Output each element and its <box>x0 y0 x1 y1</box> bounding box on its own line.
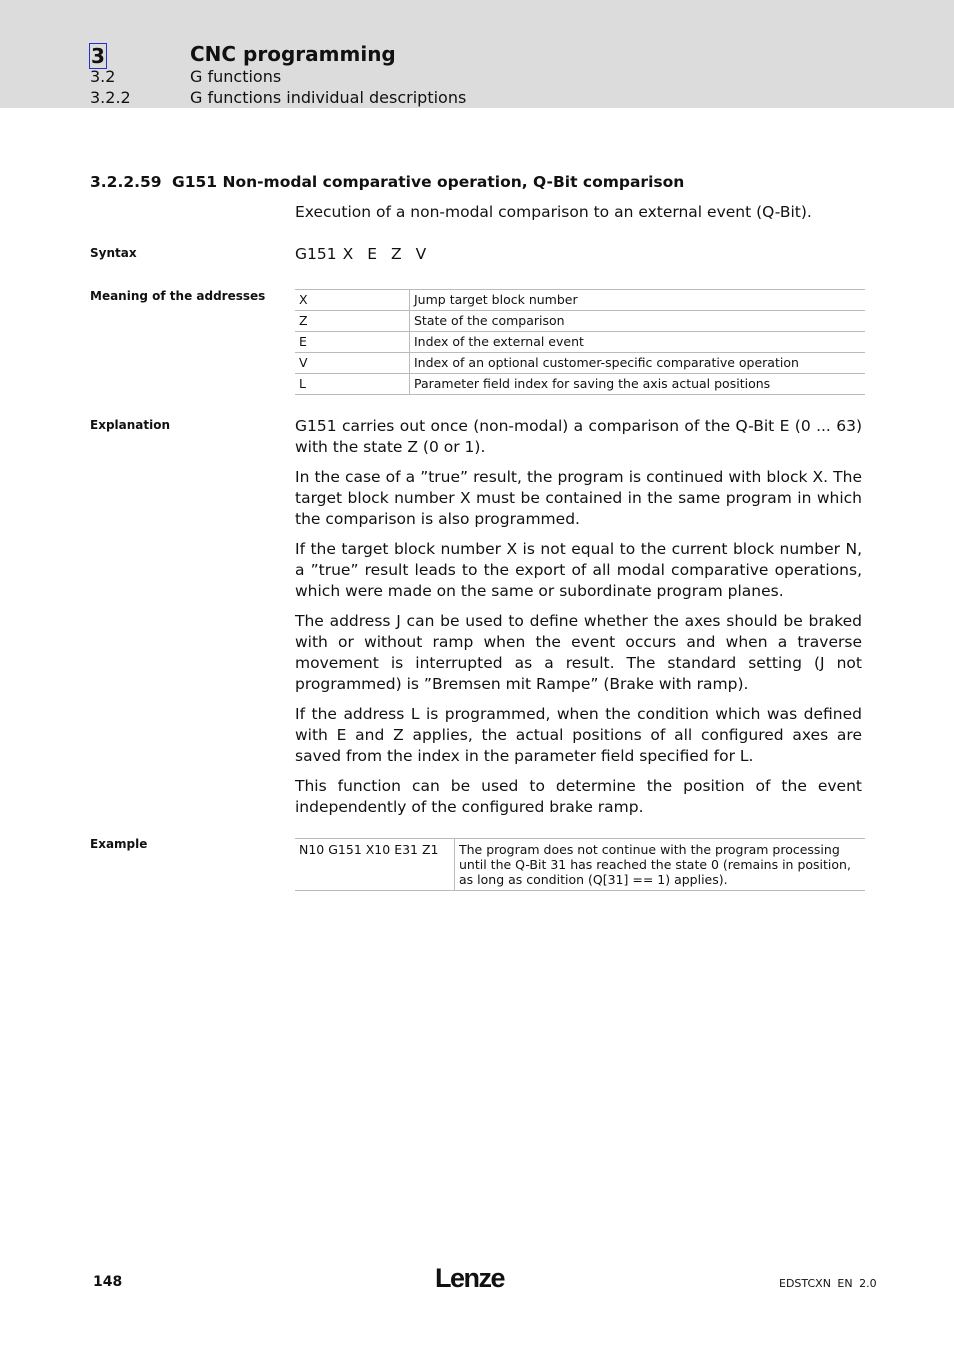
section-title: G151 Non-modal comparative operation, Q-Bit comparison <box>172 173 685 191</box>
address-table <box>295 289 865 395</box>
explanation-block <box>295 416 862 827</box>
address-meaning: Index of the external event <box>410 332 866 353</box>
lenze-logo: Lenze <box>435 1263 505 1293</box>
example-description: The program does not continue with the program processing until the Q-Bit 31 has reached the state 0 (remains in position, as long as condition (Q[31] == 1) applies). <box>455 839 866 891</box>
header-band <box>0 0 954 108</box>
label-syntax: Syntax <box>90 246 137 260</box>
page-number: 148 <box>93 1274 123 1290</box>
address-meaning: Parameter field index for saving the axis actual positions <box>410 374 866 395</box>
table-row <box>295 290 865 311</box>
table-row <box>295 311 865 332</box>
chapter-title: CNC programming <box>190 42 396 66</box>
address-key: X <box>295 290 410 311</box>
address-meaning: Index of an optional customer-specific comparative operation <box>410 353 866 374</box>
example-table <box>295 838 865 891</box>
section-intro: Execution of a non-modal comparison to an external event (Q-Bit). <box>295 203 812 221</box>
example-code: N10 G151 X10 E31 Z1 <box>295 839 455 891</box>
explanation-paragraph: In the case of a ”true” result, the program is continued with block X. The target block number X must be contained in the same program in which the comparison is also programmed. <box>295 468 862 528</box>
subsection-title: G functions <box>190 67 282 86</box>
explanation-paragraph: G151 carries out once (non-modal) a comparison of the Q-Bit E (0 ... 63) with the state Z (0 or 1). <box>295 417 862 456</box>
section-heading <box>90 172 684 192</box>
explanation-paragraph: This function can be used to determine the position of the event independently of the configured brake ramp. <box>295 777 862 816</box>
label-meaning: Meaning of the addresses <box>90 289 266 303</box>
table-row <box>295 374 865 395</box>
address-meaning: State of the comparison <box>410 311 866 332</box>
subsection-number: 3.2 <box>90 67 116 86</box>
document-id: EDSTCXN EN 2.0 <box>779 1277 877 1290</box>
syntax-token: V <box>415 245 427 263</box>
table-row <box>295 839 865 891</box>
chapter-number-link[interactable]: 3 <box>91 44 105 68</box>
explanation-paragraph: If the target block number X is not equal to the current block number N, a ”true” result leads to the export of all modal comparative operations, which were made on the same or subordinate program planes. <box>295 540 862 600</box>
syntax-line <box>295 244 862 265</box>
syntax-token: G151 <box>295 245 337 263</box>
table-row <box>295 353 865 374</box>
explanation-paragraph: The address J can be used to define whether the axes should be braked with or without ramp when the event occurs and when a traverse movement is interrupted as a result. The standard setting (J not programmed) is ”Bremsen mit Rampe” (Brake with ramp). <box>295 612 862 693</box>
syntax-token: Z <box>391 245 402 263</box>
address-key: E <box>295 332 410 353</box>
subsubsection-number: 3.2.2 <box>90 88 131 107</box>
table-row <box>295 332 865 353</box>
syntax-token: E <box>367 245 378 263</box>
address-meaning: Jump target block number <box>410 290 866 311</box>
label-example: Example <box>90 837 148 851</box>
explanation-paragraph: If the address L is programmed, when the condition which was defined with E and Z applies, the actual positions of all configured axes are saved from the index in the parameter field specified for L. <box>295 705 862 765</box>
subsubsection-title: G functions individual descriptions <box>190 88 467 107</box>
section-number: 3.2.2.59 <box>90 173 162 191</box>
label-explanation: Explanation <box>90 418 171 432</box>
address-key: L <box>295 374 410 395</box>
address-key: V <box>295 353 410 374</box>
syntax-token: X <box>342 245 354 263</box>
address-key: Z <box>295 311 410 332</box>
